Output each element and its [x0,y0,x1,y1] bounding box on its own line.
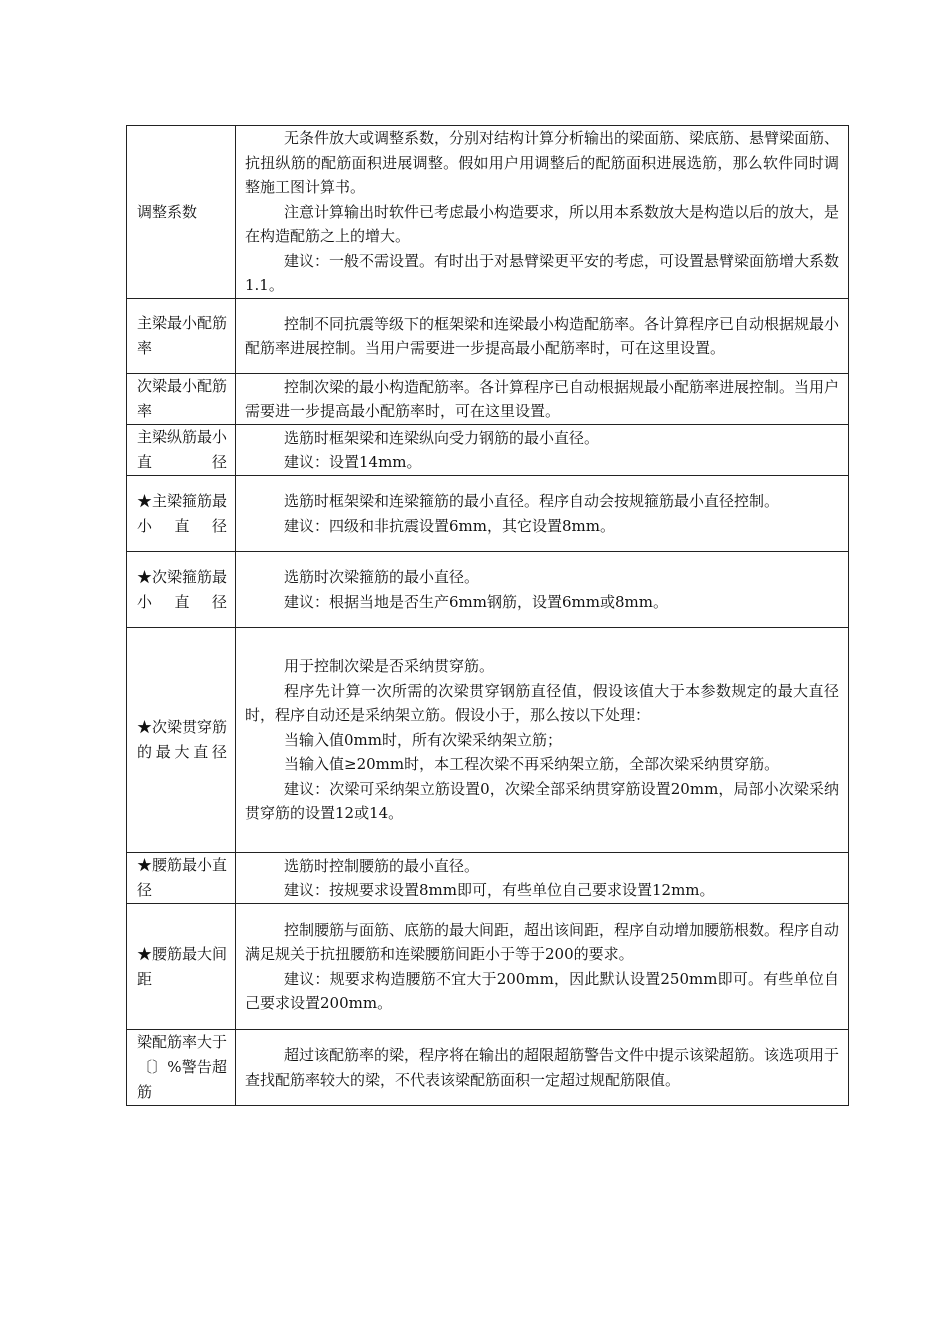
row-description [236,374,849,425]
description-paragraph: 用于控制次梁是否采纳贯穿筋。 [284,657,495,676]
description-paragraph: 建议：次梁可采纳架立筋设置0，次梁全部采纳贯穿筋设置20mm，局部小次梁采纳贯穿筋的设置12或14。 [245,779,839,823]
row-description [236,552,849,628]
row-description [236,853,849,904]
row-label: 梁配筋率大于〔〕%警告超筋 [127,1030,236,1106]
description-paragraph: 控制次梁的最小构造配筋率。各计算程序已自动根据规最小配筋率进展控制。当用户需要进一步提高最小配筋率时，可在这里设置。 [245,377,840,420]
description-paragraph: 超过该配筋率的梁，程序将在输出的超限超筋警告文件中提示该梁超筋。该选项用于查找配筋率较大的梁，不代表该梁配筋面积一定超过规配筋限值。 [245,1046,840,1089]
row-description [236,904,849,1030]
description-paragraph: 选筋时框架梁和连梁箍筋的最小直径。程序自动会按规箍筋最小直径控制。 [284,492,780,510]
description-paragraph: 建议：一般不需设置。有时出于对悬臂梁更平安的考虑，可设置悬臂梁面筋增大系数1.1。 [245,251,840,295]
description-paragraph: 建议：根据当地是否生产6mm钢筋，设置6mm或8mm。 [284,592,668,611]
row-description [236,476,849,552]
description-paragraph: 当输入值≥20mm时，本工程次梁不再采纳架立筋，全部次梁采纳贯穿筋。 [284,755,780,774]
table-row [127,853,849,904]
row-description [236,299,849,374]
row-label: 次梁最小配筋率 [127,374,236,425]
row-label: 调整系数 [127,126,236,299]
table-row [127,904,849,1030]
row-description [236,628,849,853]
description-paragraph: 控制腰筋与面筋、底筋的最大间距，超出该间距，程序自动增加腰筋根数。程序自动满足规关于抗扭腰筋和连梁腰筋间距小于等于200的要求。 [245,920,840,963]
row-label: 主梁纵筋最小直径 [127,425,236,476]
row-description [236,126,849,299]
row-label: ★主梁箍筋最小直径 [127,476,236,552]
description-paragraph: 程序先计算一次所需的次梁贯穿钢筋直径值，假设该值大于本参数规定的最大直径时，程序自动还是采纳架立筋。假设小于，那么按以下处理： [245,681,839,725]
description-paragraph: 建议：按规要求设置8mm即可，有些单位自己要求设置12mm。 [284,881,715,899]
table-row [127,299,849,374]
table-row [127,628,849,853]
table-row [127,1030,849,1106]
parameter-table [126,125,849,1106]
row-label: ★次梁箍筋最小直径 [127,552,236,628]
table-row [127,374,849,425]
description-paragraph: 建议：设置14mm。 [284,453,422,471]
table-row [127,476,849,552]
description-paragraph: 注意计算输出时软件已考虑最小构造要求，所以用本系数放大是构造以后的放大，是在构造配筋之上的增大。 [245,202,840,246]
description-paragraph: 选筋时框架梁和连梁纵向受力钢筋的最小直径。 [284,428,600,447]
description-paragraph: 控制不同抗震等级下的框架梁和连梁最小构造配筋率。各计算程序已自动根据规最小配筋率进展控制。当用户需要进一步提高最小配筋率时，可在这里设置。 [245,314,840,357]
row-description [236,425,849,476]
row-label: ★次梁贯穿筋的最大直径 [127,628,236,853]
table-row [127,552,849,628]
description-paragraph: 选筋时次梁箍筋的最小直径。 [284,568,480,586]
description-paragraph: 当输入值0mm时，所有次梁采纳架立筋； [284,730,562,749]
description-paragraph: 无条件放大或调整系数，分别对结构计算分析输出的梁面筋、梁底筋、悬臂梁面筋、抗扭纵筋的配筋面积进展调整。假如用户用调整后的配筋面积进展选筋，那么软件同时调整施工图计算书。 [245,129,840,197]
row-description [236,1030,849,1106]
table-row [127,425,849,476]
row-label: ★腰筋最大间距 [127,904,236,1030]
description-paragraph: 选筋时控制腰筋的最小直径。 [284,856,480,875]
description-paragraph: 建议：规要求构造腰筋不宜大于200mm，因此默认设置250mm即可。有些单位自己要求设置200mm。 [245,969,839,1012]
table-row [127,126,849,299]
description-paragraph: 建议：四级和非抗震设置6mm，其它设置8mm。 [284,516,615,535]
row-label: ★腰筋最小直径 [127,853,236,904]
row-label: 主梁最小配筋率 [127,299,236,374]
